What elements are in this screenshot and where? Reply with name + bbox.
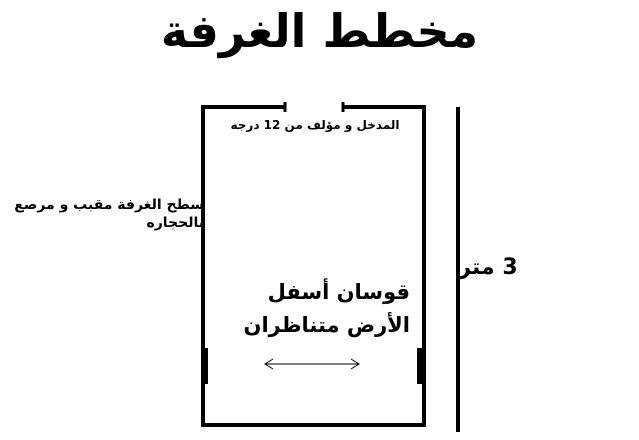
dimension-label: 3 متر bbox=[458, 255, 518, 280]
entrance-label: المدخل و مؤلف من 12 درجه bbox=[230, 118, 400, 132]
right-arch-marker bbox=[417, 348, 424, 384]
ceiling-label: سطح الغرفة مقبب و مرصع بالحجاره bbox=[14, 197, 204, 232]
arches-label: قوسان أسفل الأرض متناظران bbox=[243, 280, 410, 337]
left-arch-marker bbox=[202, 348, 208, 384]
plan-title: مخطط الغرفة bbox=[160, 4, 479, 58]
